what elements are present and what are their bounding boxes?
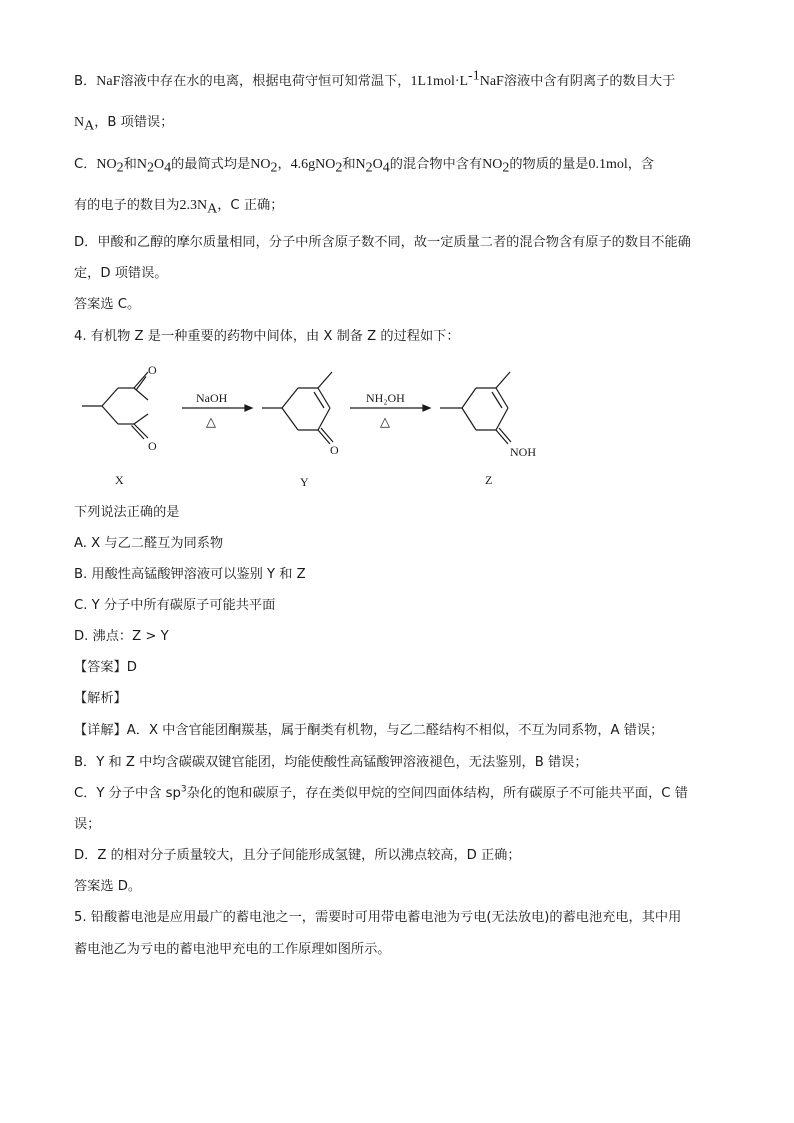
option-c-line2: 有的电子的数目为$2.3N_A$，C 正确； [74, 198, 284, 217]
condition-heat-1: △ [206, 414, 216, 429]
answer-tag: 【答案】D [74, 660, 137, 675]
answer-q3: 答案选 C。 [74, 297, 141, 312]
detail-d: D．Z 的相对分子质量较大，且分子间能形成氢键，所以沸点较高，D 正确； [74, 848, 521, 863]
option-b-line2: $N_A$，B 项错误； [74, 115, 174, 134]
label-z: Z [485, 473, 493, 487]
question-4-stem: 4. 有机物 Z 是一种重要的药物中间体，由 X 制备 Z 的过程如下： [74, 329, 460, 344]
option-c-line1: C．$NO_2$和$N_2O_4$的最简式均是$NO_2$，4.6gNO$_2$和$N_2O_4$的混合物中含有$NO_2$的物质的量是0.1mol，含 [74, 157, 655, 176]
option-d: D. 沸点：Z > Y [74, 629, 169, 644]
condition-heat-2: △ [380, 414, 390, 429]
analysis-tag: 【解析】 [74, 691, 127, 706]
molecule-z [440, 372, 511, 444]
reaction-scheme [0, 358, 794, 498]
option-a: A. X 与乙二醛互为同系物 [74, 536, 224, 551]
detail-c-line2: 误； [74, 817, 101, 832]
atom-o-x-bottom: O [148, 439, 157, 453]
detail-a: 【详解】A．X 中含官能团酮羰基，属于酮类有机物，与乙二醛结构不相似，不互为同系物，A 错误； [74, 723, 664, 738]
option-b: B. 用酸性高锰酸钾溶液可以鉴别 Y 和 Z [74, 567, 306, 582]
detail-b: B．Y 和 Z 中均含碳碳双键官能团，均能使酸性高锰酸钾溶液褪色，无法鉴别，B 错误； [74, 755, 588, 770]
answer-q4: 答案选 D。 [74, 879, 142, 894]
question-5-line1: 5. 铅酸蓄电池是应用最广的蓄电池之一，需要时可用带电蓄电池为亏电(无法放电)的蓄电池充电，其中用 [74, 910, 682, 925]
atom-noh-z: NOH [510, 445, 536, 459]
reagent-naoh: NaOH [196, 391, 228, 405]
atom-o-x-top: O [148, 363, 157, 377]
label-y: Y [300, 475, 309, 489]
atom-o-y: O [330, 443, 339, 457]
detail-c-line1: C．Y 分子中含 $sp^3$杂化的饱和碳原子，存在类似甲烷的空间四面体结构，所有碳原子不可能共平面，C 错 [74, 784, 688, 801]
option-b-line1: B．NaF溶液中存在水的电离，根据电荷守恒可知常温下，$1L1mol\cdot L^{-1}NaF$溶液中含有阴离子的数目大于 [74, 68, 676, 89]
label-x: X [115, 473, 124, 487]
question-4-ask: 下列说法正确的是 [74, 505, 180, 520]
molecule-x [82, 372, 148, 439]
option-d-line2: 定，D 项错误。 [74, 266, 168, 281]
molecule-y [262, 372, 333, 444]
question-5-line2: 蓄电池乙为亏电的蓄电池甲充电的工作原理如图所示。 [74, 942, 391, 957]
option-d-line1: D．甲酸和乙醇的摩尔质量相同，分子中所含原子数不同，故一定质量二者的混合物含有原子的数目不能确 [74, 235, 691, 250]
reagent-nh2oh: NH₂OH [366, 391, 405, 405]
option-c: C. Y 分子中所有碳原子可能共平面 [74, 598, 276, 613]
